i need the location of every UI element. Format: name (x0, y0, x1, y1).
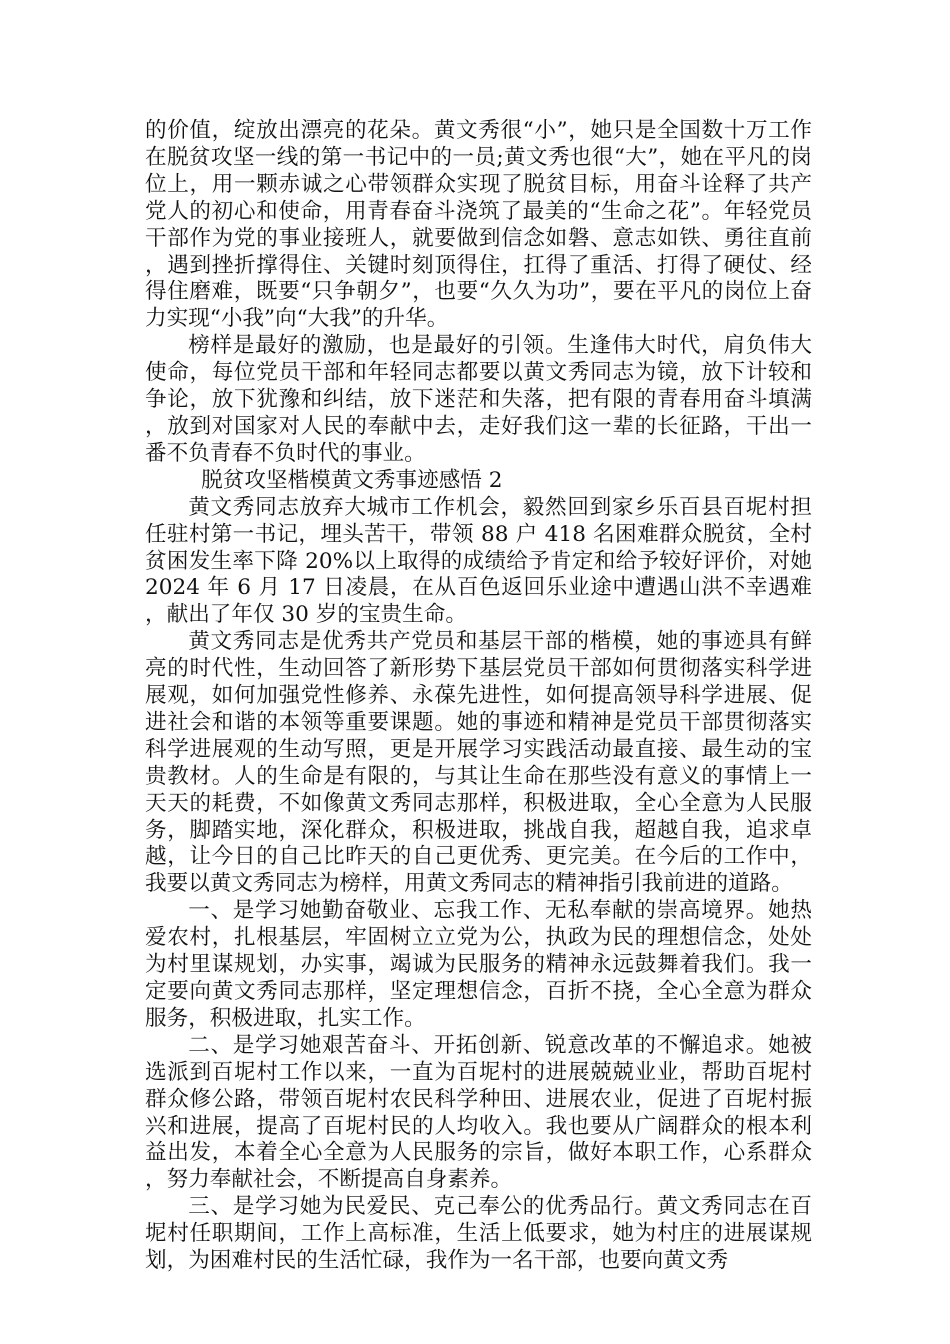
paragraph-7: 三、是学习她为民爱民、克己奉公的优秀品行。黄文秀同志在百坭村任职期间，工作上高标准，生活上低要求，她为村庄的进展谋规划，为困难村民的生活忙碌，我作为一名干部，也要向黄文秀 (145, 1194, 812, 1274)
paragraph-2: 榜样是最好的激励，也是最好的引领。生逢伟大时代，肩负伟大使命，每位党员干部和年轻同志都要以黄文秀同志为镜，放下计较和争论，放下犹豫和纠结，放下迷茫和失落，把有限的青春用奋斗填满，放到对国家对人民的奉献中去，走好我们这一辈的长征路，干出一番不负青春不负时代的事业。 (145, 333, 812, 466)
paragraph-4: 黄文秀同志是优秀共产党员和基层干部的楷模，她的事迹具有鲜亮的时代性，生动回答了新形势下基层党员干部如何贯彻落实科学进展观，如何加强党性修养、永葆先进性，如何提高领导科学进展、促进社会和谐的本领等重要课题。她的事迹和精神是党员干部贯彻落实科学进展观的生动写照，更是开展学习实践活动最直接、最生动的宝贵教材。人的生命是有限的，与其让生命在那些没有意义的事情上一天天的耗费，不如像黄文秀同志那样，积极进取，全心全意为人民服务，脚踏实地，深化群众，积极进取，挑战自我，超越自我，追求卓越，让今日的自己比昨天的自己更优秀、更完美。在今后的工作中，我要以黄文秀同志为榜样，用黄文秀同志的精神指引我前进的道路。 (145, 629, 812, 897)
paragraph-6: 二、是学习她艰苦奋斗、开拓创新、锐意改革的不懈追求。她被选派到百坭村工作以来，一直为百坭村的进展兢兢业业，帮助百坭村群众修公路，带领百坭村农民科学种田、进展农业，促进了百坭村振兴和进展，提高了百坭村民的人均收入。我也要从广阔群众的根本利益出发，本着全心全意为人民服务的宗旨，做好本职工作，心系群众，努力奉献社会，不断提高自身素养。 (145, 1032, 812, 1193)
document-body (145, 118, 812, 1275)
section-heading: 脱贫攻坚楷模黄文秀事迹感悟 2 (201, 467, 503, 493)
paragraph-5: 一、是学习她勤奋敬业、忘我工作、无私奉献的崇高境界。她热爱农村，扎根基层，牢固树立立党为公，执政为民的理想信念，处处为村里谋规划，办实事，竭诚为民服务的精神永远鼓舞着我们。我一定要向黄文秀同志那样，坚定理想信念，百折不挠，全心全意为群众服务，积极进取，扎实工作。 (145, 898, 812, 1031)
paragraph-1: 的价值，绽放出漂亮的花朵。黄文秀很“小”，她只是全国数十万工作在脱贫攻坚一线的第一书记中的一员;黄文秀也很“大”，她在平凡的岗位上，用一颗赤诚之心带领群众实现了脱贫目标，用奋斗诠释了共产党人的初心和使命，用青春奋斗浇筑了最美的“生命之花”。年轻党员干部作为党的事业接班人，就要做到信念如磐、意志如铁、勇往直前，遇到挫折撑得住、关键时刻顶得住，扛得了重活、打得了硬仗、经得住磨难，既要“只争朝夕”，也要“久久为功”，要在平凡的岗位上奋力实现“小我”向“大我”的升华。 (145, 118, 812, 332)
paragraph-3: 黄文秀同志放弃大城市工作机会，毅然回到家乡乐百县百坭村担任驻村第一书记，埋头苦干，带领 88 户 418 名困难群众脱贫，全村贫困发生率下降 20%以上取得的成绩给予肯定和给予较好评价，对她 2024 年 6 月 17 日凌晨，在从百色返回乐业途中遭遇山洪不幸遇难，献出了年仅 30 岁的宝贵生命。 (145, 494, 812, 628)
